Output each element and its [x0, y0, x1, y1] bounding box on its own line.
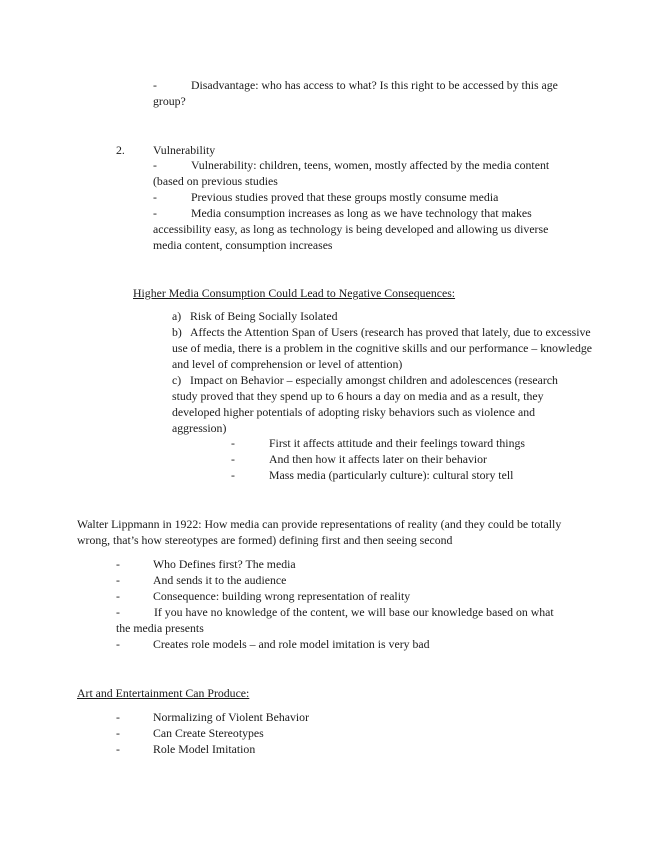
item-text: Risk of Being Socially Isolated [190, 309, 338, 323]
list-item-text: And sends it to the audience [153, 573, 287, 587]
bullet-dash: - [116, 605, 120, 619]
list-item-text: First it affects attitude and their feelings toward things [269, 436, 525, 450]
bullet-dash: - [116, 557, 120, 571]
list-item-text: Vulnerability: children, teens, women, mostly affected by the media content (based on previous studies [153, 158, 550, 188]
bullet-dash: - [116, 726, 120, 740]
list-item [153, 205, 573, 253]
bullet-dash: - [116, 637, 120, 651]
bullet-dash: - [153, 158, 157, 172]
bullet-dash: - [231, 436, 235, 450]
list-item-text: Mass media (particularly culture): cultural story tell [269, 468, 514, 482]
item-text: Impact on Behavior – especially amongst children and adolescences (research study proved that they spend up to 6 hours a day on media and as a result, they developed higher potentials of adopting risky behaviors such as violence and aggression) [172, 373, 558, 435]
lettered-item [172, 372, 567, 436]
bullet-dash: - [116, 742, 120, 756]
bullet-dash: - [153, 78, 157, 92]
list-item-text: Who Defines first? The media [153, 557, 296, 571]
list-item-text: Disadvantage: who has access to what? Is this right to be accessed by this age group? [153, 78, 558, 108]
item-marker: c) [172, 373, 182, 387]
list-item [153, 189, 583, 205]
bullet-dash: - [153, 206, 157, 220]
section-number: 2. [116, 143, 125, 157]
list-item-text: And then how it affects later on their behavior [269, 452, 487, 466]
list-item-text: Role Model Imitation [153, 742, 256, 756]
bullet-dash: - [116, 710, 120, 724]
list-item-text: Consequence: building wrong representation of reality [153, 589, 411, 603]
list-item-text: If you have no knowledge of the content, we will base our knowledge based on what the media presents [116, 605, 554, 635]
bullet-dash: - [231, 468, 235, 482]
lettered-item [172, 324, 592, 372]
bullet-dash: - [116, 573, 120, 587]
lettered-item [172, 308, 592, 324]
section-heading: Art and Entertainment Can Produce: [77, 686, 250, 700]
bullet-dash: - [153, 190, 157, 204]
list-item-text: Creates role models – and role model imitation is very bad [153, 637, 430, 651]
list-item-text: Normalizing of Violent Behavior [153, 710, 310, 724]
list-item-text: Media consumption increases as long as we have technology that makes accessibility easy, as long as technology is being developed and allowing us diverse media content, consumption increases [153, 206, 549, 252]
section-title: Vulnerability [153, 143, 216, 157]
list-item [153, 157, 573, 189]
list-item [116, 604, 566, 636]
paragraph: Walter Lippmann in 1922: How media can provide representations of reality (and they could be totally wrong, that’s how stereotypes are formed) defining first and then seeing second [77, 517, 562, 547]
item-text: Affects the Attention Span of Users (research has proved that lately, due to excessive use of media, there is a problem in the cognitive skills and our performance – knowledge and level of comprehension or level of attention) [172, 325, 592, 371]
item-marker: b) [172, 325, 182, 339]
bullet-dash: - [231, 452, 235, 466]
list-item [153, 77, 583, 109]
section-heading: Higher Media Consumption Could Lead to Negative Consequences: [133, 286, 456, 300]
list-item-text: Can Create Stereotypes [153, 726, 264, 740]
list-item-text: Previous studies proved that these groups mostly consume media [191, 190, 499, 204]
bullet-dash: - [116, 589, 120, 603]
item-marker: a) [172, 309, 182, 323]
